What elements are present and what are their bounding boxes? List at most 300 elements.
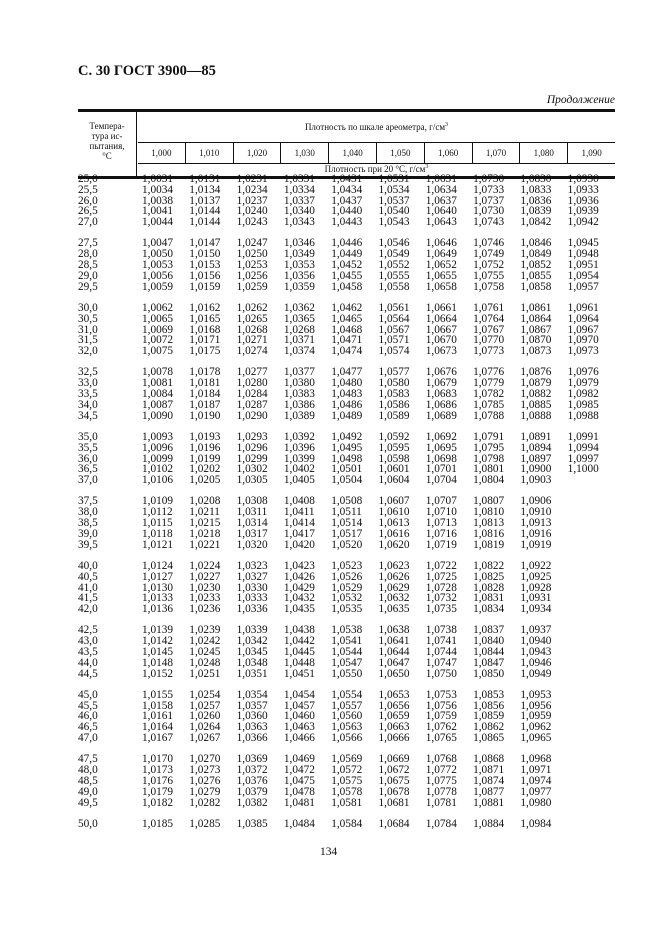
density-cell: 1,0970 [567, 334, 599, 347]
temperature-cell: 30,0 [78, 301, 98, 314]
density-cell: 1,0678 [378, 785, 410, 798]
density-cell: 1,0532 [331, 592, 363, 605]
density-cell: 1,0936 [567, 194, 599, 207]
density-cell: 1,0939 [567, 205, 599, 218]
density-cell: 1,0584 [331, 817, 363, 830]
density-cell: 1,0865 [473, 732, 505, 745]
density-cell: 1,0121 [142, 538, 174, 551]
density-cell: 1,0343 [283, 216, 315, 229]
density-cell: 1,0224 [189, 559, 221, 572]
density-cell: 1,0649 [425, 248, 457, 261]
density-cell: 1,0934 [520, 603, 552, 616]
density-cell: 1,0894 [520, 441, 552, 454]
density-cell: 1,0707 [425, 495, 457, 508]
density-cell: 1,0065 [142, 312, 174, 325]
density-cell: 1,0463 [283, 721, 315, 734]
temperature-cell: 48,0 [78, 764, 98, 777]
density-cell: 1,0520 [331, 538, 363, 551]
row-group [78, 496, 615, 550]
density-cell: 1,0816 [473, 527, 505, 540]
density-cell: 1,0772 [425, 764, 457, 777]
density-cell: 1,0148 [142, 656, 174, 669]
density-cell: 1,0931 [520, 592, 552, 605]
density-cell: 1,0053 [142, 259, 174, 272]
density-cell: 1,0245 [189, 645, 221, 658]
row-group [78, 561, 615, 615]
density-cell: 1,0652 [425, 259, 457, 272]
row-group [78, 367, 615, 421]
density-cell: 1,0828 [473, 581, 505, 594]
temperature-column-header [78, 112, 137, 176]
density-cell: 1,0202 [189, 463, 221, 476]
density-cell: 1,0876 [520, 366, 552, 379]
column-header: 1,060 [425, 143, 473, 163]
density-cell: 1,0144 [189, 216, 221, 229]
density-cell: 1,0056 [142, 269, 174, 282]
table-row [78, 314, 615, 325]
temperature-cell: 32,0 [78, 345, 98, 358]
table-row [78, 669, 615, 680]
density-cell: 1,0164 [142, 721, 174, 734]
density-cell: 1,0713 [425, 517, 457, 530]
density-cell: 1,0552 [378, 259, 410, 272]
density-cell: 1,0749 [473, 248, 505, 261]
density-cell: 1,0873 [520, 345, 552, 358]
density-cell: 1,0544 [331, 645, 363, 658]
density-cell: 1,0922 [520, 559, 552, 572]
density-cell: 1,0451 [283, 667, 315, 680]
density-cell: 1,0243 [236, 216, 268, 229]
density-cell: 1,0877 [473, 785, 505, 798]
density-cell: 1,0171 [189, 334, 221, 347]
density-cell: 1,0442 [283, 635, 315, 648]
temperature-cell: 49,0 [78, 785, 98, 798]
density-cell: 1,0578 [331, 785, 363, 798]
temperature-cell: 39,5 [78, 538, 98, 551]
density-cell: 1,0435 [283, 603, 315, 616]
density-cell: 1,0231 [236, 173, 268, 185]
density-cell: 1,0595 [378, 441, 410, 454]
density-cell: 1,0701 [425, 463, 457, 476]
density-cell: 1,0420 [283, 538, 315, 551]
density-cell: 1,0575 [331, 774, 363, 787]
density-cell: 1,0334 [283, 183, 315, 196]
density-cell: 1,0144 [189, 205, 221, 218]
density-cell: 1,0761 [473, 301, 505, 314]
density-cell: 1,0414 [283, 517, 315, 530]
density-cell: 1,0589 [378, 409, 410, 422]
temp-header-line: тура ис- [91, 131, 123, 141]
density-cell: 1,0389 [283, 409, 315, 422]
density-cell: 1,0850 [473, 667, 505, 680]
density-cell: 1,0555 [378, 269, 410, 282]
density-cell: 1,0744 [425, 645, 457, 658]
density-cell: 1,0383 [283, 388, 315, 401]
density-cell [568, 711, 615, 722]
density-cell: 1,0788 [473, 409, 505, 422]
density-cell: 1,0735 [425, 603, 457, 616]
density-cell: 1,0437 [331, 194, 363, 207]
density-cell: 1,0176 [142, 774, 174, 787]
density-cell: 1,0440 [331, 205, 363, 218]
density-cell: 1,0227 [189, 570, 221, 583]
table-row [78, 443, 615, 454]
density-cell: 1,0666 [378, 732, 410, 745]
temperature-cell: 28,5 [78, 259, 98, 272]
density-cell: 1,0971 [520, 764, 552, 777]
density-cell: 1,0732 [425, 592, 457, 605]
density-cell: 1,0638 [378, 624, 410, 637]
density-cell: 1,0616 [378, 527, 410, 540]
density-cell: 1,0134 [189, 183, 221, 196]
density-cell [568, 658, 615, 669]
density-cell: 1,0719 [425, 538, 457, 551]
density-cell: 1,0956 [520, 699, 552, 712]
density-cell: 1,0583 [378, 388, 410, 401]
density-cell: 1,0554 [331, 688, 363, 701]
density-cell: 1,0647 [378, 656, 410, 669]
column-header: 1,010 [186, 143, 234, 163]
density-cell: 1,0268 [283, 323, 315, 336]
density-cell: 1,0881 [473, 796, 505, 809]
temperature-cell: 46,0 [78, 710, 98, 723]
density-cell: 1,0314 [236, 517, 268, 530]
density-cell: 1,0504 [331, 474, 363, 487]
density-cell: 1,0047 [142, 237, 174, 250]
density-cell: 1,0495 [331, 441, 363, 454]
density-cell: 1,0604 [378, 474, 410, 487]
density-cell: 1,0084 [142, 388, 174, 401]
density-cell: 1,0689 [425, 409, 457, 422]
density-cell: 1,0331 [283, 173, 315, 185]
density-cell: 1,0784 [425, 817, 457, 830]
hydrometer-columns [138, 143, 615, 164]
density-cell: 1,0351 [236, 667, 268, 680]
density-cell [568, 647, 615, 658]
density-cell: 1,0874 [473, 774, 505, 787]
density-cell: 1,0663 [378, 721, 410, 734]
density-cell: 1,0940 [520, 635, 552, 648]
density-cell: 1,0489 [331, 409, 363, 422]
density-cell: 1,0168 [189, 323, 221, 336]
density-cell: 1,0305 [236, 474, 268, 487]
density-cell: 1,0115 [142, 517, 173, 530]
density-cell: 1,0637 [425, 194, 457, 207]
density-cell: 1,0858 [520, 280, 552, 293]
temperature-cell: 34,5 [78, 409, 98, 422]
density-cell: 1,0710 [425, 506, 457, 519]
density-cell: 1,0994 [567, 441, 599, 454]
column-header: 1,050 [377, 143, 425, 163]
density-cell: 1,0535 [331, 603, 363, 616]
density-cell: 1,0916 [520, 527, 552, 540]
temperature-cell: 43,5 [78, 645, 98, 658]
density-cell: 1,0746 [473, 237, 505, 250]
table-header [78, 109, 615, 179]
density-cell: 1,0836 [520, 194, 552, 207]
column-header: 1,000 [138, 143, 186, 163]
density-cell: 1,0538 [331, 624, 363, 637]
page-title: С. 30 ГОСТ 3900—85 [78, 63, 216, 79]
density-cell: 1,0501 [331, 463, 363, 476]
density-cell: 1,0075 [142, 345, 174, 358]
density-cell: 1,0455 [331, 269, 363, 282]
temperature-cell: 42,0 [78, 603, 98, 616]
density-cell: 1,0592 [378, 430, 410, 443]
density-cell: 1,0327 [236, 570, 268, 583]
density-cell: 1,0847 [473, 656, 505, 669]
density-cell: 1,0825 [473, 570, 505, 583]
density-cell: 1,0374 [283, 345, 315, 358]
density-cell: 1,0411 [283, 506, 315, 519]
density-cell: 1,0862 [473, 721, 505, 734]
temp-header-line: пытания, [89, 141, 125, 151]
density-cell: 1,0753 [425, 688, 457, 701]
table-row [78, 185, 615, 196]
density-cell: 1,0743 [473, 216, 505, 229]
density-cell: 1,0448 [283, 656, 315, 669]
density-cell: 1,0534 [378, 183, 410, 196]
density-cell: 1,0158 [142, 699, 174, 712]
density-cell: 1,0296 [236, 441, 268, 454]
temperature-cell: 47,5 [78, 753, 98, 766]
density-cell: 1,0804 [473, 474, 505, 487]
density-cell: 1,0480 [331, 377, 363, 390]
density-cell: 1,0190 [189, 409, 221, 422]
density-cell: 1,0408 [283, 495, 315, 508]
density-cell: 1,0976 [567, 366, 599, 379]
density-cell: 1,0059 [142, 280, 174, 293]
density-cell: 1,0434 [331, 183, 363, 196]
density-cell: 1,0543 [378, 216, 410, 229]
density-cell: 1,0675 [378, 774, 410, 787]
density-cell: 1,0661 [425, 301, 457, 314]
density-cell: 1,0371 [283, 334, 315, 347]
density-cell: 1,0356 [283, 269, 315, 282]
density-cell: 1,0930 [567, 173, 599, 185]
density-cell: 1,0833 [520, 183, 552, 196]
density-cell: 1,0279 [189, 785, 221, 798]
density-cell: 1,0179 [142, 785, 174, 798]
density-cell [568, 776, 615, 787]
density-cell [568, 754, 615, 765]
density-cell: 1,0623 [378, 559, 410, 572]
density-cell: 1,0432 [283, 592, 315, 605]
density-cell: 1,0641 [378, 635, 410, 648]
density-cell: 1,0982 [567, 388, 599, 401]
density-cell: 1,0635 [378, 603, 410, 616]
density-cell: 1,0980 [520, 796, 552, 809]
density-cell: 1,0768 [425, 753, 457, 766]
density-cell: 1,0776 [473, 366, 505, 379]
density-cell: 1,0517 [331, 527, 363, 540]
temperature-cell: 45,5 [78, 699, 98, 712]
density-cell: 1,0560 [331, 710, 363, 723]
density-cell: 1,0087 [142, 398, 174, 411]
density-cell: 1,0750 [425, 667, 457, 680]
density-cell: 1,0733 [473, 183, 505, 196]
density-cell: 1,0557 [331, 699, 363, 712]
density-cell: 1,0167 [142, 732, 174, 745]
density-cell: 1,0284 [236, 388, 268, 401]
density-cell: 1,0131 [189, 173, 221, 185]
density-cell: 1,0752 [473, 259, 505, 272]
density-cell: 1,0564 [378, 312, 410, 325]
density-cell: 1,0653 [378, 688, 410, 701]
density-cell [568, 572, 615, 583]
column-header: 1,070 [473, 143, 521, 163]
density-cell: 1,0670 [425, 334, 457, 347]
density-cell: 1,0446 [331, 237, 363, 250]
density-cell: 1,0348 [236, 656, 268, 669]
density-cell: 1,0150 [189, 248, 221, 261]
density-cell: 1,0830 [520, 173, 552, 185]
density-cell: 1,0945 [567, 237, 599, 250]
density-cell: 1,0050 [142, 248, 174, 261]
density-cell: 1,0445 [283, 645, 315, 658]
density-cell: 1,0340 [283, 205, 315, 218]
temperature-cell: 30,5 [78, 312, 98, 325]
density-cell: 1,0840 [473, 635, 505, 648]
density-cell: 1,0681 [378, 796, 410, 809]
density-cell: 1,0906 [520, 495, 552, 508]
density-cell [568, 722, 615, 733]
density-cell: 1,0765 [425, 732, 457, 745]
density-cell: 1,0382 [236, 796, 268, 809]
temperature-cell: 37,0 [78, 474, 98, 487]
density-cell: 1,0778 [425, 785, 457, 798]
density-cell: 1,0187 [189, 398, 221, 411]
density-cell: 1,0417 [283, 527, 315, 540]
density-cell: 1,0299 [236, 452, 268, 465]
density-cell: 1,0181 [189, 377, 221, 390]
temperature-cell: 36,5 [78, 463, 98, 476]
density-cell: 1,0093 [142, 430, 174, 443]
density-cell: 1,0801 [473, 463, 505, 476]
density-cell: 1,0791 [473, 430, 505, 443]
density-cell: 1,0933 [567, 183, 599, 196]
density-cell: 1,0221 [189, 538, 221, 551]
density-cell: 1,0360 [236, 710, 268, 723]
density-cell: 1,0782 [473, 388, 505, 401]
density-cell: 1,0379 [236, 785, 268, 798]
row-group [78, 238, 615, 292]
density-cell: 1,0571 [378, 334, 410, 347]
density-cell: 1,0773 [473, 345, 505, 358]
density-cell: 1,0349 [283, 248, 315, 261]
density-cell: 1,0859 [473, 710, 505, 723]
density-cell: 1,0336 [236, 603, 268, 616]
temperature-cell: 38,5 [78, 517, 98, 530]
temperature-cell: 50,0 [78, 817, 98, 830]
density-cell [568, 625, 615, 636]
temperature-cell: 31,0 [78, 323, 98, 336]
density-cell: 1,0147 [189, 237, 221, 250]
density-cell: 1,0550 [331, 667, 363, 680]
density-cell: 1,0781 [425, 796, 457, 809]
density-cell: 1,0230 [189, 581, 221, 594]
column-header: 1,030 [281, 143, 329, 163]
density-cell [568, 583, 615, 594]
density-cell: 1,0900 [520, 463, 552, 476]
density-cell: 1,0041 [142, 205, 174, 218]
density-cell: 1,0888 [520, 409, 552, 422]
density-cell: 1,0396 [283, 441, 315, 454]
density-cell: 1,0531 [378, 173, 410, 185]
density-cell: 1,0481 [283, 796, 315, 809]
density-cell: 1,0483 [331, 388, 363, 401]
density-cell: 1,0882 [520, 388, 552, 401]
density-20-header-text: Плотность при 20 °С, г/см [324, 164, 426, 174]
temp-header-line: °С [102, 151, 112, 161]
density-cell: 1,0563 [331, 721, 363, 734]
density-cell: 1,0508 [331, 495, 363, 508]
table-row [78, 733, 615, 744]
density-cell: 1,0465 [331, 312, 363, 325]
density-cell: 1,0175 [189, 345, 221, 358]
density-cell: 1,0429 [283, 581, 315, 594]
density-cell: 1,0598 [378, 452, 410, 465]
column-header: 1,080 [520, 143, 568, 163]
density-cell: 1,0722 [425, 559, 457, 572]
table-row [78, 217, 615, 228]
density-cell: 1,0831 [473, 592, 505, 605]
temperature-cell: 36,0 [78, 452, 98, 465]
density-cell: 1,0967 [567, 323, 599, 336]
density-cell [568, 561, 615, 572]
density-cell: 1,0337 [283, 194, 315, 207]
density-cell: 1,0237 [236, 194, 268, 207]
density-cell: 1,0357 [236, 699, 268, 712]
density-cell: 1,0139 [142, 624, 174, 637]
row-group [78, 625, 615, 679]
density-cell: 1,0236 [189, 603, 221, 616]
density-cell: 1,0096 [142, 441, 174, 454]
density-cell: 1,0034 [142, 183, 174, 196]
density-cell: 1,0273 [189, 764, 221, 777]
density-cell: 1,0984 [520, 817, 552, 830]
density-cell: 1,0903 [520, 474, 552, 487]
density-cell: 1,0466 [283, 732, 315, 745]
density-cell: 1,0454 [283, 688, 315, 701]
density-cell: 1,0287 [236, 398, 268, 411]
density-cell: 1,0561 [378, 301, 410, 314]
density-cell: 1,0861 [520, 301, 552, 314]
density-cell: 1,0256 [236, 269, 268, 282]
density-cell: 1,0795 [473, 441, 505, 454]
density-cell: 1,0730 [473, 205, 505, 218]
density-cell: 1,0240 [236, 205, 268, 218]
density-cell: 1,0852 [520, 259, 552, 272]
density-cell: 1,0199 [189, 452, 221, 465]
density-cell: 1,0165 [189, 312, 221, 325]
density-cell: 1,0879 [520, 377, 552, 390]
superscript: 3 [445, 122, 449, 128]
density-cell: 1,0044 [142, 216, 174, 229]
density-cell: 1,0478 [283, 785, 315, 798]
table-row [78, 787, 615, 798]
density-cell: 1,0038 [142, 194, 174, 207]
density-cell: 1,0529 [331, 581, 363, 594]
density-cell: 1,0392 [283, 430, 315, 443]
density-cell [568, 690, 615, 701]
density-cell: 1,0951 [567, 259, 599, 272]
density-cell: 1,0946 [520, 656, 552, 669]
density-cell: 1,0991 [567, 430, 599, 443]
density-cell: 1,0785 [473, 398, 505, 411]
density-cell: 1,0613 [378, 517, 410, 530]
temperature-cell: 32,5 [78, 366, 98, 379]
